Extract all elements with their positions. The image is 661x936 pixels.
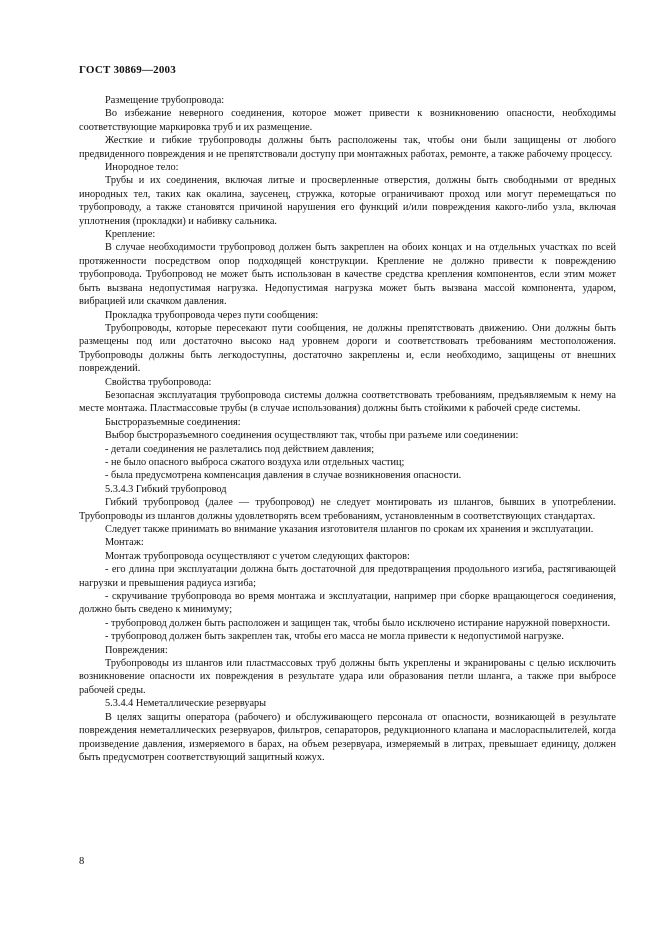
paragraph: Размещение трубопровода: bbox=[105, 95, 225, 106]
list-item: - детали соединения не разлетались под действием давления; bbox=[105, 443, 375, 455]
paragraph: Инородное тело: bbox=[105, 162, 179, 174]
section-heading: 5.3.4.3 Гибкий трубопровод bbox=[105, 483, 227, 495]
list-item: - не было опасного выброса сжатого воздуха или отдельных частиц; bbox=[105, 456, 405, 468]
paragraph: Трубопроводы, которые пересекают пути сообщения, не должны препятствовать движению. Они должны быть размещены под или достаточно высоко над уровнем дороги и соответствовать требованиям местоположения. Трубопроводы должны быть легкодоступны, достаточно закреплены и, если необходимо, защищены от внешних повреждений. bbox=[79, 322, 616, 375]
list-item: - была предусмотрена компенсация давления в случае возникновения опасности. bbox=[105, 470, 462, 482]
paragraph: Повреждения: bbox=[105, 644, 168, 656]
document-body bbox=[79, 94, 616, 764]
document-header: ГОСТ 30869—2003 bbox=[79, 64, 176, 76]
paragraph: Крепление: bbox=[105, 229, 156, 241]
paragraph: Трубопроводы из шлангов или пластмассовых труб должны быть укреплены и экранированы с целью исключить возникновение опасности их повреждения в результате удара или образования петли шланга, а также при выбросе рабочей среды. bbox=[79, 658, 616, 696]
list-item: - скручивание трубопровода во время монтажа и эксплуатации, например при сборке вращающегося соединения, должно быть сведено к минимуму; bbox=[79, 591, 616, 616]
paragraph: Свойства трубопровода: bbox=[105, 376, 212, 388]
paragraph: Гибкий трубопровод (далее — трубопровод) не следует монтировать из шлангов, бывших в употреблении. Трубопроводы из шлангов должны удовлетворять всем требованиям, установленным в соответствующих стандартах. bbox=[79, 497, 616, 522]
paragraph: Во избежание неверного соединения, которое может привести к возникновению опасности, необходимы соответствующие маркировка труб и их размещение. bbox=[79, 108, 616, 133]
paragraph: Безопасная эксплуатация трубопровода системы должна соответствовать требованиям, предъявляемым к нему на месте монтажа. Пластмассовые трубы (в случае использования) должны быть стойкими к рабочей среде системы. bbox=[79, 389, 616, 415]
paragraph: Трубы и их соединения, включая литые и просверленные отверстия, должны быть свободными от вредных инородных тел, таких как окалина, заусенец, стружка, которые ограничивают проход или могут перемещаться по трубопроводу, а также становятся причиной нарушения его функций и/или повреждения какого-либо узла, включая уплотнения (прокладки) и набивку сальника. bbox=[79, 175, 616, 227]
paragraph: Выбор быстроразъемного соединения осуществляют так, чтобы при разъеме или соединении: bbox=[105, 430, 519, 442]
paragraph: В целях защиты оператора (рабочего) и обслуживающего персонала от опасности, возникающей в результате повреждения неметаллических резервуаров, фильтров, сепараторов, редукционного клапана и маслораспылителей, когда произведение давления, измеряемого в барах, на объем резервуара, измеряемый в литрах, превышает единицу, должен быть предусмотрен соответствующий защитный кожух. bbox=[79, 711, 616, 763]
paragraph: Следует также принимать во внимание указания изготовителя шлангов по срокам их хранения и эксплуатации. bbox=[105, 524, 594, 535]
list-item: - трубопровод должен быть закреплен так, чтобы его масса не могла привести к недопустимой нагрузке. bbox=[105, 631, 564, 643]
paragraph: Жесткие и гибкие трубопроводы должны быть расположены так, чтобы они были защищены от любого предвиденного повреждения и не препятствовали доступу при монтажных работах, ремонте, а также рабочему процессу. bbox=[79, 135, 616, 160]
page-number: 8 bbox=[79, 856, 85, 867]
paragraph: Прокладка трубопровода через пути сообщения: bbox=[105, 309, 319, 321]
section-heading: 5.3.4.4 Неметаллические резервуары bbox=[105, 698, 267, 710]
list-item: - его длина при эксплуатации должна быть достаточной для предотвращения продольного изгиба, растягивающей нагрузки и превышения радиуса изгиба; bbox=[79, 564, 616, 589]
paragraph: Монтаж: bbox=[105, 537, 144, 549]
paragraph: Быстроразъемные соединения: bbox=[105, 416, 241, 428]
paragraph: Монтаж трубопровода осуществляют с учетом следующих факторов: bbox=[105, 550, 410, 562]
list-item: - трубопровод должен быть расположен и защищен так, чтобы было исключено истирание наружной поверхности. bbox=[105, 617, 611, 629]
paragraph: В случае необходимости трубопровод должен быть закреплен на обоих концах и на отдельных участках по всей протяженности посредством опор подходящей конструкции. Крепление не должно привести к повреждению трубопровода. Трубопровод не может быть использован в качестве средства крепления компонентов, если этим может быть вызвана недопустимая нагрузка. Недопустимая нагрузка может быть вызвана массой компонента, ударом, вибрацией или скачком давления. bbox=[79, 242, 616, 308]
